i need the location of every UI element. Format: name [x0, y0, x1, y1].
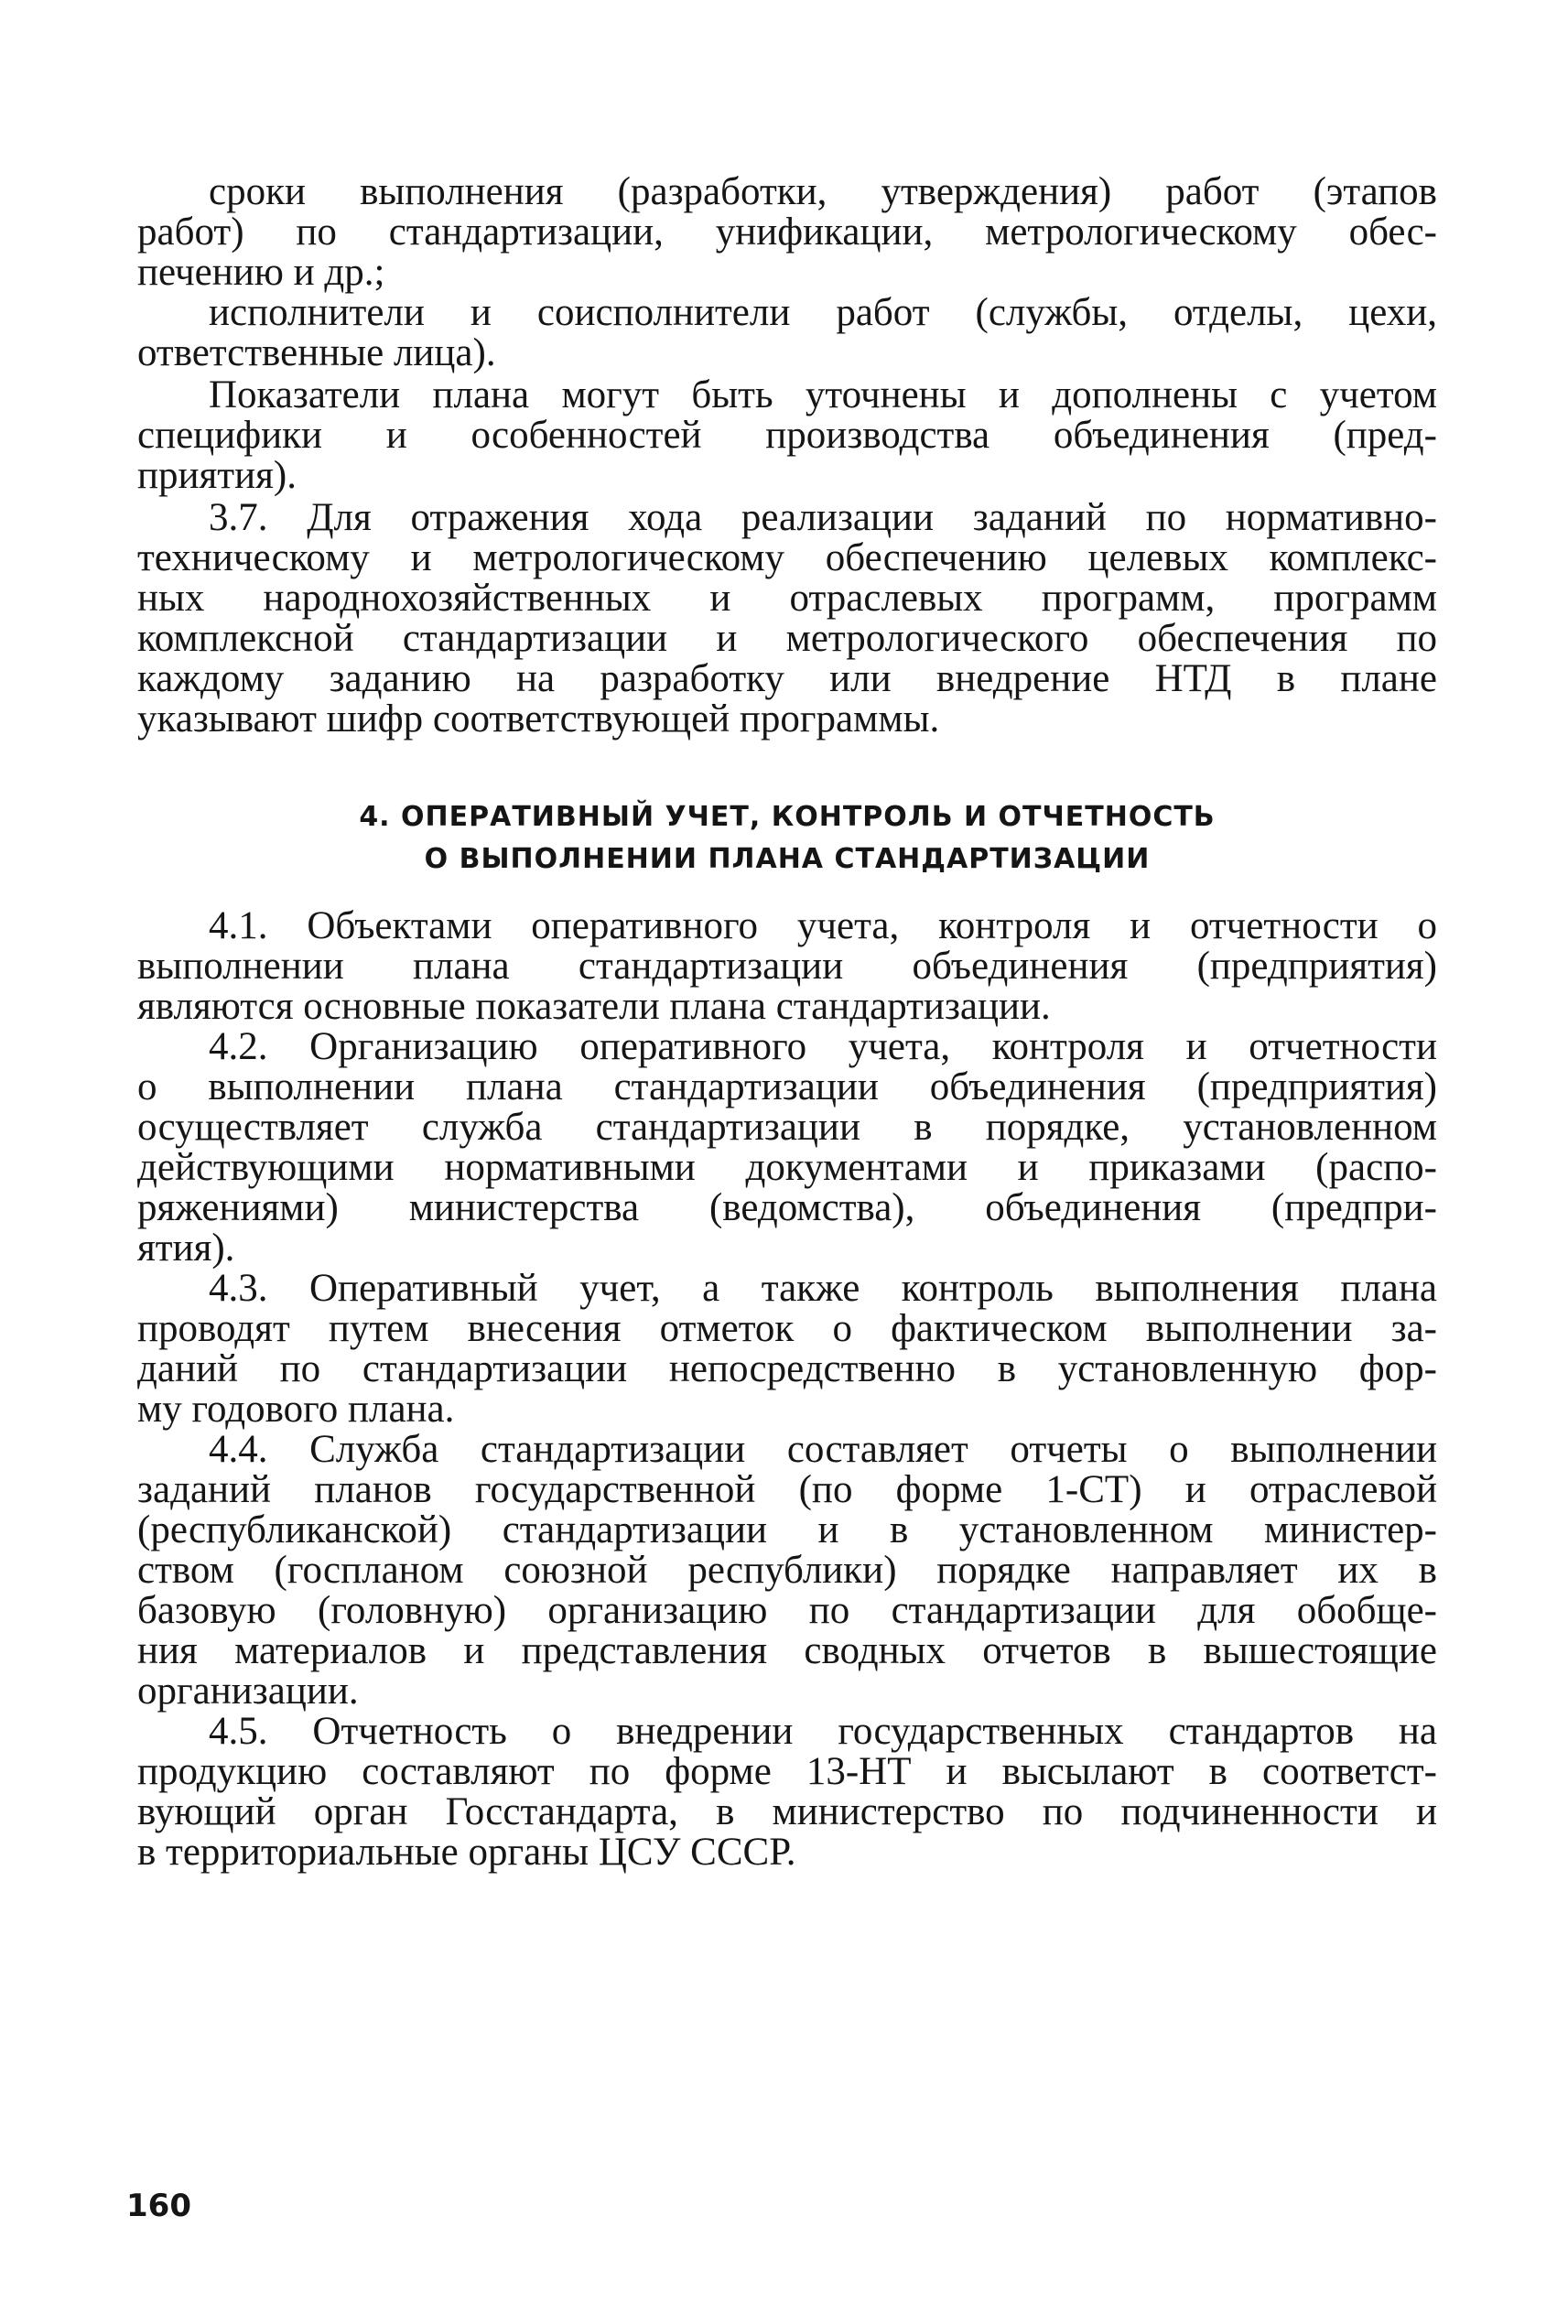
text-line: печению и др.; [137, 251, 385, 294]
text-line: (республиканской) стандартизации и в установленном министер- [137, 1508, 1437, 1551]
text-line: ответственные лица). [137, 331, 496, 374]
text-line: ния материалов и представления сводных отчетов в вышестоящие [137, 1629, 1437, 1672]
text-line: вующий орган Госстандарта, в министерство по подчиненности и [137, 1790, 1437, 1833]
text-line: в территориальные органы ЦСУ СССР. [137, 1831, 796, 1874]
paragraph-deadlines [137, 172, 1437, 293]
text-line: исполнители и соисполнители работ (службы, отделы, цехи, [209, 291, 1437, 334]
paragraph-4-2 [137, 1027, 1437, 1269]
text-line: сроки выполнения (разработки, утверждения) работ (этапов [209, 170, 1437, 213]
text-line: му годового плана. [137, 1388, 455, 1431]
text-line: 4.2. Организацию оперативного учета, контроля и отчетности [209, 1025, 1437, 1068]
text-line: комплексной стандартизации и метрологического обеспечения по [137, 617, 1437, 660]
text-line: ятия). [137, 1227, 235, 1270]
text-line: каждому заданию на разработку или внедрение НТД в плане [137, 657, 1437, 700]
text-line: 4.3. Оперативный учет, а также контроль выполнения плана [209, 1267, 1437, 1310]
text-line: Показатели плана могут быть уточнены и дополнены с учетом [209, 373, 1437, 416]
text-line: ством (госпланом союзной республики) порядке направляет их в [137, 1549, 1437, 1592]
text-line: действующими нормативными документами и приказами (распо- [137, 1146, 1437, 1189]
paragraph-plan-indicators [137, 375, 1437, 496]
paragraph-executors [137, 293, 1437, 373]
paragraph-4-3 [137, 1269, 1437, 1430]
text-line: продукцию составляют по форме 13-НТ и высылают в соответст- [137, 1750, 1437, 1793]
text-line: организации. [137, 1670, 359, 1713]
section-heading-line: 4. ОПЕРАТИВНЫЙ УЧЕТ, КОНТРОЛЬ И ОТЧЕТНОСТЬ [359, 801, 1216, 833]
text-line: даний по стандартизации непосредственно в установленную фор- [137, 1347, 1437, 1390]
text-line: выполнении плана стандартизации объединения (предприятия) [137, 945, 1437, 988]
section-heading [137, 796, 1437, 881]
text-line: ных народнохозяйственных и отраслевых программ, программ [137, 577, 1437, 620]
text-line: 4.1. Объектами оперативного учета, контроля и отчетности о [209, 904, 1437, 947]
text-line: проводят путем внесения отметок о фактическом выполнении за- [137, 1307, 1437, 1350]
paragraph-4-5 [137, 1712, 1437, 1873]
text-line: являются основные показатели плана стандартизации. [137, 985, 1051, 1028]
text-line: 3.7. Для отражения хода реализации заданий по нормативно- [209, 496, 1437, 539]
section-heading-line: О ВЫПОЛНЕНИИ ПЛАНА СТАНДАРТИЗАЦИИ [424, 843, 1151, 875]
text-line: заданий планов государственной (по форме 1-СТ) и отраслевой [137, 1468, 1437, 1511]
text-line: специфики и особенностей производства объединения (пред- [137, 414, 1437, 457]
text-line: техническому и метрологическому обеспечению целевых комплекс- [137, 536, 1437, 579]
paragraph-4-1 [137, 906, 1437, 1027]
text-line: приятия). [137, 454, 297, 497]
text-line: указывают шифр соответствующей программы. [137, 697, 940, 740]
text-line: работ) по стандартизации, унификации, метрологическому обес- [137, 211, 1437, 254]
text-line: о выполнении плана стандартизации объединения (предприятия) [137, 1065, 1437, 1108]
page-number: 160 [126, 2188, 191, 2224]
paragraph-4-4 [137, 1430, 1437, 1712]
text-line: ряжениями) министерства (ведомства), объединения (предпри- [137, 1186, 1437, 1229]
text-line: осуществляет служба стандартизации в порядке, установленном [137, 1106, 1437, 1149]
paragraph-3-7 [137, 498, 1437, 740]
text-line: базовую (головную) организацию по стандартизации для обобще- [137, 1589, 1437, 1632]
text-line: 4.4. Служба стандартизации составляет отчеты о выполнении [209, 1428, 1437, 1471]
text-line: 4.5. Отчетность о внедрении государственных стандартов на [209, 1710, 1437, 1753]
